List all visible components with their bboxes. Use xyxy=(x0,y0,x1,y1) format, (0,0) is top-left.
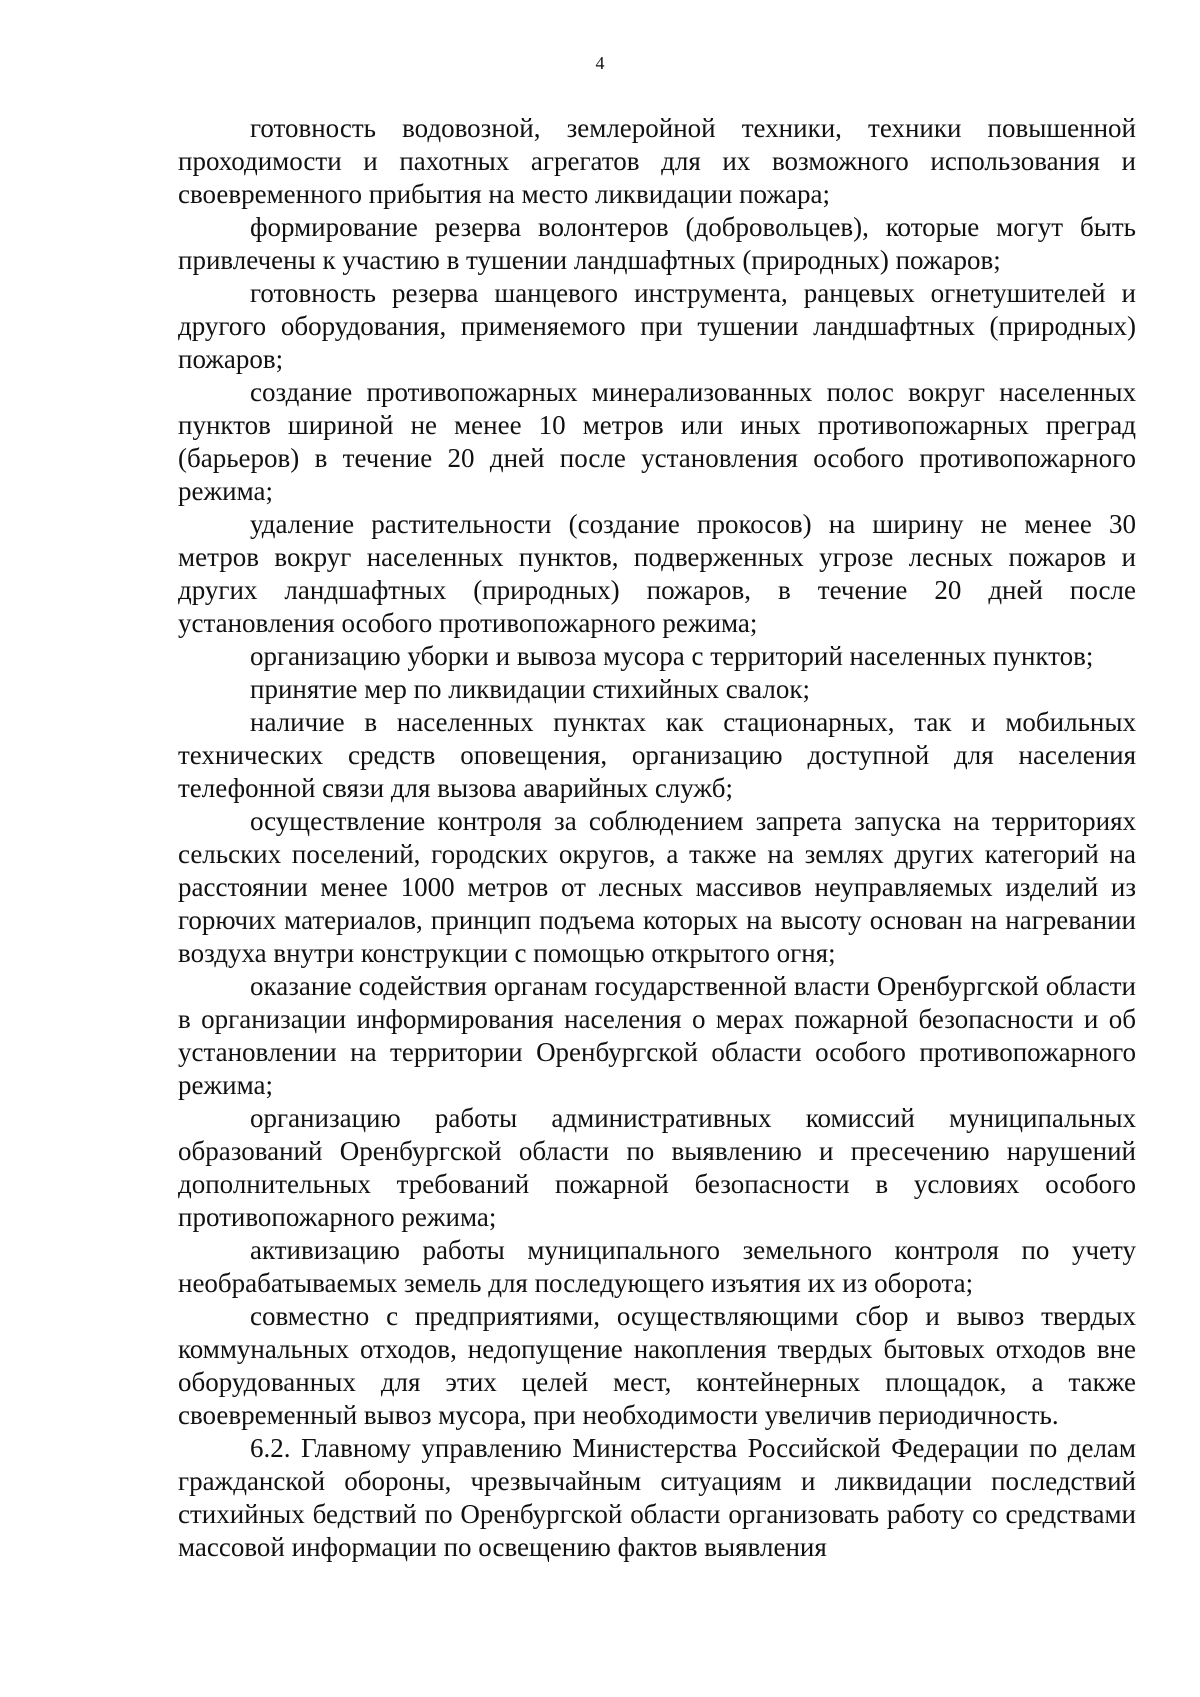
page-number: 4 xyxy=(595,53,605,73)
paragraph: удаление растительности (создание прокосов) на ширину не менее 30 метров вокруг населенных пунктов, подверженных угрозе лесных пожаров и других ландшафтных (природных) пожаров, в течение 20 дней после установления особого противопожарного режима; xyxy=(178,509,1136,638)
paragraph: оказание содействия органам государственной власти Оренбургской области в организации информирования населения о мерах пожарной безопасности и об установлении на территории Оренбургской области особого противопожарного режима; xyxy=(178,971,1136,1100)
paragraph: совместно с предприятиями, осуществляющими сбор и вывоз твердых коммунальных отходов, недопущение накопления твердых бытовых отходов вне оборудованных для этих целей мест, контейнерных площадок, а также своевременный вывоз мусора, при необходимости увеличив периодичность. xyxy=(178,1301,1136,1430)
document-body xyxy=(178,112,1136,1564)
paragraph: готовность резерва шанцевого инструмента, ранцевых огнетушителей и другого оборудования, применяемого при тушении ландшафтных (природных) пожаров; xyxy=(178,278,1136,374)
paragraph: создание противопожарных минерализованных полос вокруг населенных пунктов шириной не менее 10 метров или иных противопожарных преград (барьеров) в течение 20 дней после установления особого противопожарного режима; xyxy=(178,377,1136,506)
paragraph: готовность водовозной, землеройной техники, техники повышенной проходимости и пахотных агрегатов для их возможного использования и своевременного прибытия на место ликвидации пожара; xyxy=(178,113,1136,209)
paragraph: организацию работы административных комиссий муниципальных образований Оренбургской области по выявлению и пресечению нарушений дополнительных требований пожарной безопасности в условиях особого противопожарного режима; xyxy=(178,1103,1136,1232)
paragraph: организацию уборки и вывоза мусора с территорий населенных пунктов; xyxy=(250,641,1094,671)
paragraph: формирование резерва волонтеров (добровольцев), которые могут быть привлечены к участию в тушении ландшафтных (природных) пожаров; xyxy=(178,212,1136,275)
paragraph: активизацию работы муниципального земельного контроля по учету необрабатываемых земель для последующего изъятия их из оборота; xyxy=(178,1235,1136,1298)
paragraph: наличие в населенных пунктах как стационарных, так и мобильных технических средств оповещения, организацию доступной для населения телефонной связи для вызова аварийных служб; xyxy=(178,707,1136,803)
paragraph: осуществление контроля за соблюдением запрета запуска на территориях сельских поселений, городских округов, а также на землях других категорий на расстоянии менее 1000 метров от лесных массивов неуправляемых изделий из горючих материалов, принцип подъема которых на высоту основан на нагревании воздуха внутри конструкции с помощью открытого огня; xyxy=(178,806,1136,968)
paragraph: 6.2. Главному управлению Министерства Российской Федерации по делам гражданской обороны, чрезвычайным ситуациям и ликвидации последствий стихийных бедствий по Оренбургской области организовать работу со средствами массовой информации по освещению фактов выявления xyxy=(178,1433,1136,1562)
paragraph: принятие мер по ликвидации стихийных свалок; xyxy=(250,674,810,704)
